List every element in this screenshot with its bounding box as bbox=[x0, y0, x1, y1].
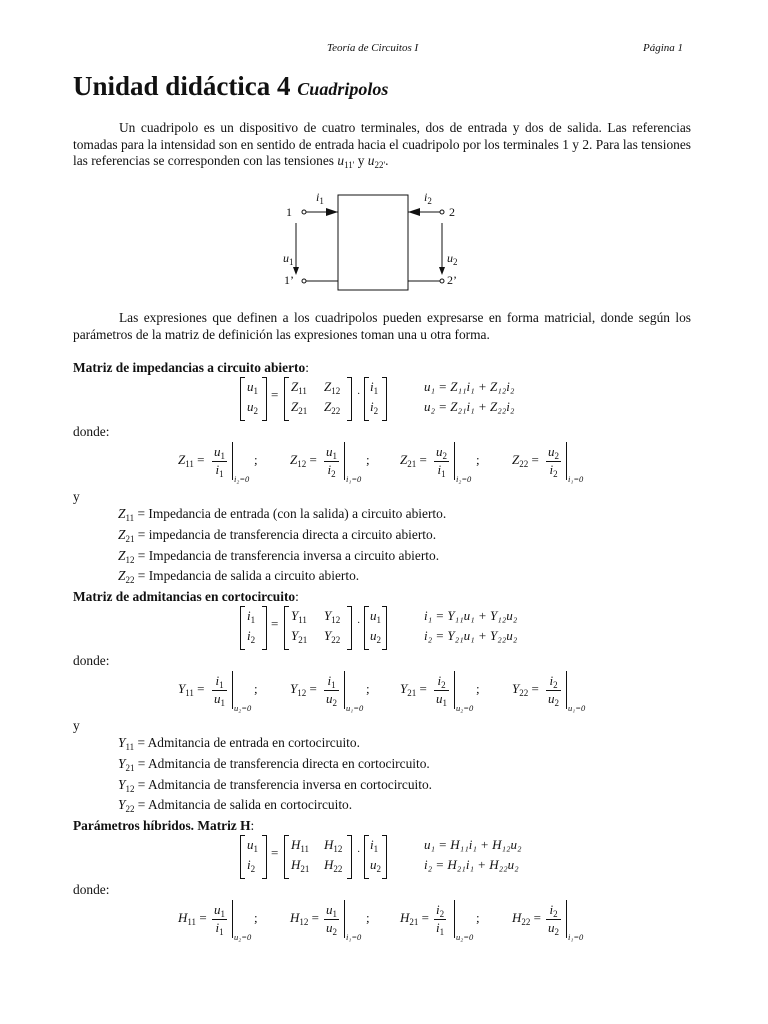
sec3-numerator-symbol: $i_2$ bbox=[436, 902, 445, 919]
sec3-rhs-symbol: $u_2$ bbox=[370, 857, 381, 874]
sec2-param-22-symbol: $Y_{22}$ = bbox=[512, 681, 539, 698]
sec1-param-12-symbol: $Z_{12}$ = bbox=[290, 452, 317, 469]
label-u2: $u_2$ bbox=[447, 251, 458, 267]
sec3-param-semicolon: ; bbox=[366, 910, 370, 925]
sec2-param-21-fraction bbox=[434, 673, 449, 708]
sec2-definition-symbol: $Y_{21}$ bbox=[118, 755, 135, 773]
sec3-param-numerator bbox=[324, 902, 339, 920]
sec3-equation-1: u₁ = H₁₁i₁ + H₁₂u₂ bbox=[424, 837, 522, 852]
sec1-param-condition: i₂=0 bbox=[456, 474, 472, 484]
sec1-definition-item: $Z_{11}$ = Impedancia de entrada (con la salida) a circuito abierto. bbox=[118, 506, 447, 523]
sec3-equation-2: i₂ = H₂₁i₁ + H₂₂u₂ bbox=[424, 857, 519, 872]
sec3-param-name: $H_{22}$ bbox=[512, 910, 531, 927]
sec3-rhs-symbol: $i_1$ bbox=[370, 837, 379, 854]
sec1-matrix-bracket-left bbox=[284, 377, 289, 421]
sec3-lhs-bracket-right bbox=[262, 835, 267, 879]
sec3-param-semicolon: ; bbox=[476, 910, 480, 925]
running-header-page: Página 1 bbox=[643, 42, 684, 54]
i2-arrow bbox=[408, 208, 420, 216]
sec2-equation-1: i₁ = Y₁₁u₁ + Y₁₂u₂ bbox=[424, 608, 518, 623]
sec2-param-denominator bbox=[324, 691, 339, 708]
sec1-definition-symbol: $Z_{21}$ bbox=[118, 526, 135, 544]
sec1-lhs-entry bbox=[247, 379, 258, 396]
sec3-lhs-entry bbox=[247, 837, 258, 854]
sec2-definition-item: $Y_{12}$ = Admitancia de transferencia inversa en cortocircuito. bbox=[118, 776, 433, 794]
label-terminal-1p: 1’ bbox=[284, 273, 294, 287]
sec1-param-name: $Z_{21}$ bbox=[400, 452, 417, 469]
terminal1p-node bbox=[302, 279, 306, 283]
sec1-param-condition: i₂=0 bbox=[234, 474, 250, 484]
sec2-param-numerator bbox=[324, 673, 339, 691]
sec2-param-numerator bbox=[212, 673, 227, 691]
sec3-numerator-symbol: $u_1$ bbox=[214, 902, 225, 919]
sec2-param-numerator bbox=[546, 673, 561, 691]
sec3-matrix-bracket-left bbox=[284, 835, 289, 879]
sec1-param-denominator bbox=[434, 462, 449, 479]
sec2-param-12-fraction bbox=[324, 673, 339, 708]
sec3-denominator-symbol: $u_2$ bbox=[548, 920, 559, 937]
sec3-param-denominator bbox=[324, 920, 339, 937]
sec2-rhs-symbol: $u_1$ bbox=[370, 608, 381, 625]
sec2-matrix-cell bbox=[324, 608, 340, 625]
sec2-param-denominator bbox=[212, 691, 227, 708]
sec2-param-eval-bar bbox=[344, 671, 345, 709]
sec3-param-denominator bbox=[546, 920, 561, 937]
sec1-param-condition: i₁=0 bbox=[568, 474, 584, 484]
sec2-numerator-symbol: $i_2$ bbox=[437, 673, 446, 690]
sec1-denominator-symbol: $i_2$ bbox=[549, 462, 558, 479]
sec2-matrix-cell bbox=[291, 608, 307, 625]
sec2-param-denominator bbox=[434, 691, 449, 708]
sec2-param-semicolon: ; bbox=[366, 681, 370, 696]
sec3-param-12-fraction bbox=[324, 902, 339, 937]
sec1-matrix-bracket-right bbox=[347, 377, 352, 421]
sec1-param-denominator bbox=[212, 462, 227, 479]
sec3-param-denominator bbox=[434, 920, 446, 937]
sec1-numerator-symbol: $u_1$ bbox=[326, 444, 337, 461]
quadripole-box bbox=[338, 195, 408, 290]
label-i1: $i_1$ bbox=[316, 190, 324, 206]
sec2-lhs-symbol: $i_2$ bbox=[247, 628, 256, 645]
sec2-lhs-entry bbox=[247, 628, 255, 645]
sec1-numerator-symbol: $u_2$ bbox=[436, 444, 447, 461]
sec2-denominator-symbol: $u_1$ bbox=[214, 691, 225, 708]
sec2-matrix-cell bbox=[291, 628, 307, 645]
sec1-equation-1: u₁ = Z₁₁i₁ + Z₁₂i₂ bbox=[424, 379, 515, 394]
sec2-matrix-symbol: $Y_{12}$ bbox=[324, 608, 341, 625]
matrix-intro-paragraph bbox=[73, 310, 691, 343]
sec3-lhs-symbol: $u_1$ bbox=[247, 837, 258, 854]
sec3-param-semicolon: ; bbox=[254, 910, 258, 925]
label-terminal-1: 1 bbox=[286, 205, 292, 219]
sec1-matrix-symbol: $Z_{22}$ bbox=[324, 399, 341, 416]
u2-arrow-head bbox=[439, 267, 445, 275]
i1-arrow bbox=[326, 208, 338, 216]
sec1-y-conjunction: y bbox=[73, 489, 80, 504]
sec1-param-condition: i₁=0 bbox=[346, 474, 362, 484]
sec1-matrix-cell bbox=[291, 379, 307, 396]
sec3-param-eval-bar bbox=[344, 900, 345, 938]
sec1-definition-symbol: $Z_{22}$ bbox=[118, 568, 135, 586]
sec2-definition-symbol: $Y_{22}$ bbox=[118, 797, 135, 815]
sec1-matrix-cell bbox=[291, 399, 307, 416]
sec1-matrix-symbol: $Z_{21}$ bbox=[291, 399, 308, 416]
sec1-param-denominator bbox=[324, 462, 339, 479]
sec1-rhs-symbol: $i_2$ bbox=[370, 399, 379, 416]
sec3-lhs-bracket-left bbox=[240, 835, 245, 879]
sec1-definition-item: $Z_{22}$ = Impedancia de salida a circuito abierto. bbox=[118, 568, 360, 586]
sec2-matrix-symbol: $Y_{11}$ bbox=[291, 608, 307, 625]
sec3-denominator-symbol: $u_2$ bbox=[326, 920, 337, 937]
sec2-lhs-bracket-left bbox=[240, 606, 245, 650]
sec2-param-eval-bar bbox=[454, 671, 455, 709]
sec2-param-11-symbol: $Y_{11}$ = bbox=[178, 681, 205, 698]
sec2-matrix-symbol: $Y_{22}$ bbox=[324, 628, 341, 645]
sec3-rhs-bracket-left bbox=[364, 835, 369, 879]
sec2-param-condition: u₁=0 bbox=[346, 703, 364, 713]
sec1-lhs-entry bbox=[247, 399, 258, 416]
sec1-numerator-symbol: $u_1$ bbox=[214, 444, 225, 461]
sec3-matrix-cell bbox=[291, 857, 309, 874]
sec3-matrix-cell bbox=[324, 857, 342, 874]
sec3-param-eval-bar bbox=[232, 900, 233, 938]
sec1-param-semicolon: ; bbox=[366, 452, 370, 467]
sec1-matrix-dot: · bbox=[357, 389, 361, 400]
sec2-param-11-fraction bbox=[212, 673, 227, 708]
label-terminal-2p: 2’ bbox=[447, 273, 457, 287]
label-u1: $u_1$ bbox=[283, 251, 294, 267]
sec2-param-semicolon: ; bbox=[476, 681, 480, 696]
sec2-definitions-list bbox=[118, 735, 432, 818]
sec1-matrix-cell bbox=[324, 399, 340, 416]
intro-u22: $u_{22'}$ bbox=[367, 153, 386, 171]
sec3-donde-label: donde: bbox=[73, 882, 110, 897]
sec2-param-name: $Y_{11}$ bbox=[178, 681, 194, 698]
sec1-param-eval-bar bbox=[344, 442, 345, 480]
sec2-rhs-entry bbox=[370, 628, 381, 645]
sec2-lhs-entry bbox=[247, 608, 255, 625]
sec3-lhs-symbol: $i_2$ bbox=[247, 857, 256, 874]
sec1-param-numerator bbox=[546, 444, 561, 462]
sec1-param-22-symbol: $Z_{22}$ = bbox=[512, 452, 539, 469]
sec2-param-12-symbol: $Y_{12}$ = bbox=[290, 681, 317, 698]
sec1-param-name: $Z_{22}$ bbox=[512, 452, 529, 469]
sec1-param-22-fraction bbox=[546, 444, 561, 479]
sec2-param-condition: u₂=0 bbox=[456, 703, 474, 713]
sec1-param-eval-bar bbox=[454, 442, 455, 480]
sec2-definition-item: $Y_{21}$ = Admitancia de transferencia directa en cortocircuito. bbox=[118, 755, 430, 773]
title-sub: Cuadripolos bbox=[297, 79, 389, 99]
intro-text: Un cuadripolo es un dispositivo de cuatro terminales, dos de entrada y dos de salida. Las referencias tomadas para la intensidad son en sentido de entrada hacia el cuadripolo por los terminales 1 y 2. Para las tensiones las referencias se corresponden con las tensiones bbox=[73, 120, 691, 169]
sec2-matrix-symbol: $Y_{21}$ bbox=[291, 628, 308, 645]
sec2-definition-item: $Y_{22}$ = Admitancia de salida en cortocircuito. bbox=[118, 797, 353, 815]
sec2-param-22-fraction bbox=[546, 673, 561, 708]
sec3-matrix-cell bbox=[291, 837, 309, 854]
sec3-lhs-entry bbox=[247, 857, 255, 874]
sec2-y-conjunction: y bbox=[73, 718, 80, 733]
sec1-rhs-bracket-right bbox=[382, 377, 387, 421]
sec1-param-21-fraction bbox=[434, 444, 449, 479]
sec3-param-22-fraction bbox=[546, 902, 561, 937]
sec1-denominator-symbol: $i_1$ bbox=[215, 462, 224, 479]
sec2-param-name: $Y_{21}$ bbox=[400, 681, 417, 698]
terminal2-node bbox=[440, 210, 444, 214]
sec1-param-numerator bbox=[324, 444, 339, 462]
sec1-param-denominator bbox=[546, 462, 561, 479]
sec2-donde-label: donde: bbox=[73, 653, 110, 668]
sec2-matrix-bracket-right bbox=[347, 606, 352, 650]
sec1-lhs-symbol: $u_1$ bbox=[247, 379, 258, 396]
sec3-param-21-fraction bbox=[434, 902, 446, 937]
sec2-param-condition: u₁=0 bbox=[568, 703, 586, 713]
sec1-definition-symbol: $Z_{12}$ bbox=[118, 547, 135, 565]
sec1-definitions-list bbox=[118, 506, 446, 589]
sec3-matrix-dot: · bbox=[357, 847, 361, 858]
sec3-param-eval-bar bbox=[566, 900, 567, 938]
sec1-matrix-cell bbox=[324, 379, 340, 396]
sec1-param-21-symbol: $Z_{21}$ = bbox=[400, 452, 427, 469]
sec3-param-21-symbol: $H_{21}$ = bbox=[400, 910, 429, 927]
sec1-matrix-symbol: $Z_{11}$ bbox=[291, 379, 307, 396]
sec2-matrix-cell bbox=[324, 628, 340, 645]
sec1-equation-2: u₂ = Z₂₁i₁ + Z₂₂i₂ bbox=[424, 399, 515, 414]
sec3-param-numerator bbox=[546, 902, 561, 920]
sec2-denominator-symbol: $u_1$ bbox=[436, 691, 447, 708]
sec3-numerator-symbol: $u_1$ bbox=[326, 902, 337, 919]
title-main: Unidad didáctica 4 bbox=[73, 71, 291, 101]
sec2-matrix-bracket-left bbox=[284, 606, 289, 650]
sec2-param-denominator bbox=[546, 691, 561, 708]
sec1-lhs-bracket-right bbox=[262, 377, 267, 421]
sec1-denominator-symbol: $i_2$ bbox=[327, 462, 336, 479]
sec1-definition-item: $Z_{12}$ = Impedancia de transferencia inversa a circuito abierto. bbox=[118, 547, 440, 565]
sec2-rhs-entry bbox=[370, 608, 381, 625]
sec3-param-22-symbol: $H_{22}$ = bbox=[512, 910, 541, 927]
sec1-param-11-fraction bbox=[212, 444, 227, 479]
sec1-definition-item: $Z_{21}$ = impedancia de transferencia directa a circuito abierto. bbox=[118, 526, 437, 544]
sec2-denominator-symbol: $u_2$ bbox=[548, 691, 559, 708]
terminal2p-node bbox=[440, 279, 444, 283]
sec3-denominator-symbol: $i_1$ bbox=[215, 920, 224, 937]
sec3-param-numerator bbox=[212, 902, 227, 920]
sec1-matrix-symbol: $Z_{12}$ bbox=[324, 379, 341, 396]
sec2-numerator-symbol: $i_1$ bbox=[327, 673, 336, 690]
sec2-definition-item: $Y_{11}$ = Admitancia de entrada en cortocircuito. bbox=[118, 735, 360, 752]
sec3-matrix-symbol: $H_{11}$ bbox=[291, 837, 310, 854]
sec3-param-numerator bbox=[434, 902, 446, 920]
sec1-denominator-symbol: $i_1$ bbox=[437, 462, 446, 479]
sec3-param-12-symbol: $H_{12}$ = bbox=[290, 910, 319, 927]
sec1-rhs-bracket-left bbox=[364, 377, 369, 421]
sec1-param-name: $Z_{12}$ bbox=[290, 452, 307, 469]
running-header-title: Teoría de Circuitos I bbox=[327, 42, 419, 54]
sec1-rhs-symbol: $i_1$ bbox=[370, 379, 379, 396]
sec2-rhs-symbol: $u_2$ bbox=[370, 628, 381, 645]
sec2-numerator-symbol: $i_2$ bbox=[549, 673, 558, 690]
sec2-lhs-bracket-right bbox=[262, 606, 267, 650]
sec2-param-semicolon: ; bbox=[254, 681, 258, 696]
sec3-matrix-symbol: $H_{21}$ bbox=[291, 857, 310, 874]
sec1-param-eval-bar bbox=[232, 442, 233, 480]
sec3-param-11-fraction bbox=[212, 902, 227, 937]
sec2-heading: Matriz de admitancias en cortocircuito: bbox=[73, 589, 299, 604]
sec3-numerator-symbol: $i_2$ bbox=[549, 902, 558, 919]
sec2-lhs-symbol: $i_1$ bbox=[247, 608, 256, 625]
sec2-denominator-symbol: $u_2$ bbox=[326, 691, 337, 708]
intro-period: . bbox=[385, 153, 389, 169]
sec1-definition-symbol: $Z_{11}$ bbox=[118, 506, 135, 523]
page-title bbox=[73, 70, 388, 105]
sec2-matrix-equals: = bbox=[271, 616, 279, 631]
sec2-param-name: $Y_{22}$ bbox=[512, 681, 529, 698]
sec3-param-condition: u₂=0 bbox=[234, 932, 252, 942]
sec1-param-numerator bbox=[212, 444, 227, 462]
sec2-param-21-symbol: $Y_{21}$ = bbox=[400, 681, 427, 698]
sec3-rhs-entry bbox=[370, 857, 381, 874]
intro-and: y bbox=[354, 153, 368, 169]
sec3-matrix-bracket-right bbox=[347, 835, 352, 879]
sec3-rhs-entry bbox=[370, 837, 378, 854]
intro-u11: $u_{11'}$ bbox=[337, 153, 355, 171]
sec2-rhs-bracket-left bbox=[364, 606, 369, 650]
sec2-definition-symbol: $Y_{12}$ bbox=[118, 776, 135, 794]
sec3-param-name: $H_{21}$ bbox=[400, 910, 419, 927]
sec1-param-numerator bbox=[434, 444, 449, 462]
sec2-param-condition: u₂=0 bbox=[234, 703, 252, 713]
sec2-param-numerator bbox=[434, 673, 449, 691]
sec1-param-semicolon: ; bbox=[254, 452, 258, 467]
sec1-heading: Matriz de impedancias a circuito abierto: bbox=[73, 360, 309, 375]
sec1-rhs-entry bbox=[370, 399, 378, 416]
sec1-numerator-symbol: $u_2$ bbox=[548, 444, 559, 461]
sec3-matrix-cell bbox=[324, 837, 342, 854]
sec3-param-name: $H_{12}$ bbox=[290, 910, 309, 927]
sec3-param-condition: i₁=0 bbox=[346, 932, 362, 942]
sec1-param-semicolon: ; bbox=[476, 452, 480, 467]
sec3-rhs-bracket-right bbox=[382, 835, 387, 879]
sec3-param-11-symbol: $H_{11}$ = bbox=[178, 910, 207, 927]
sec3-heading: Parámetros híbridos. Matriz H: bbox=[73, 818, 255, 833]
sec1-donde-label: donde: bbox=[73, 424, 110, 439]
intro-paragraph bbox=[73, 120, 691, 174]
sec3-param-condition: u₂=0 bbox=[456, 932, 474, 942]
sec3-param-condition: i₁=0 bbox=[568, 932, 584, 942]
sec2-equation-2: i₂ = Y₂₁u₁ + Y₂₂u₂ bbox=[424, 628, 518, 643]
sec2-numerator-symbol: $i_1$ bbox=[215, 673, 224, 690]
sec3-param-eval-bar bbox=[454, 900, 455, 938]
sec3-param-name: $H_{11}$ bbox=[178, 910, 197, 927]
sec1-param-12-fraction bbox=[324, 444, 339, 479]
sec2-definition-symbol: $Y_{11}$ bbox=[118, 735, 135, 752]
sec3-denominator-symbol: $i_1$ bbox=[436, 920, 445, 937]
sec1-lhs-bracket-left bbox=[240, 377, 245, 421]
sec2-rhs-bracket-right bbox=[382, 606, 387, 650]
sec2-param-eval-bar bbox=[566, 671, 567, 709]
sec3-matrix-symbol: $H_{22}$ bbox=[324, 857, 343, 874]
sec1-param-name: $Z_{11}$ bbox=[178, 452, 194, 469]
sec2-param-name: $Y_{12}$ bbox=[290, 681, 307, 698]
sec3-matrix-symbol: $H_{12}$ bbox=[324, 837, 343, 854]
sec3-param-denominator bbox=[212, 920, 227, 937]
label-terminal-2: 2 bbox=[449, 205, 455, 219]
sec1-matrix-equals: = bbox=[271, 387, 279, 402]
sec2-matrix-dot: · bbox=[357, 618, 361, 629]
sec3-matrix-equals: = bbox=[271, 845, 279, 860]
sec1-lhs-symbol: $u_2$ bbox=[247, 399, 258, 416]
sec1-rhs-entry bbox=[370, 379, 378, 396]
sec1-param-11-symbol: $Z_{11}$ = bbox=[178, 452, 205, 469]
matrix-intro-text: Las expresiones que definen a los cuadripolos pueden expresarse en forma matricial, donde según los parámetros de la matriz de definición las expresiones toman una u otra forma. bbox=[73, 310, 691, 342]
sec2-param-eval-bar bbox=[232, 671, 233, 709]
sec1-param-eval-bar bbox=[566, 442, 567, 480]
terminal1-node bbox=[302, 210, 306, 214]
label-i2: $i_2$ bbox=[424, 190, 432, 206]
